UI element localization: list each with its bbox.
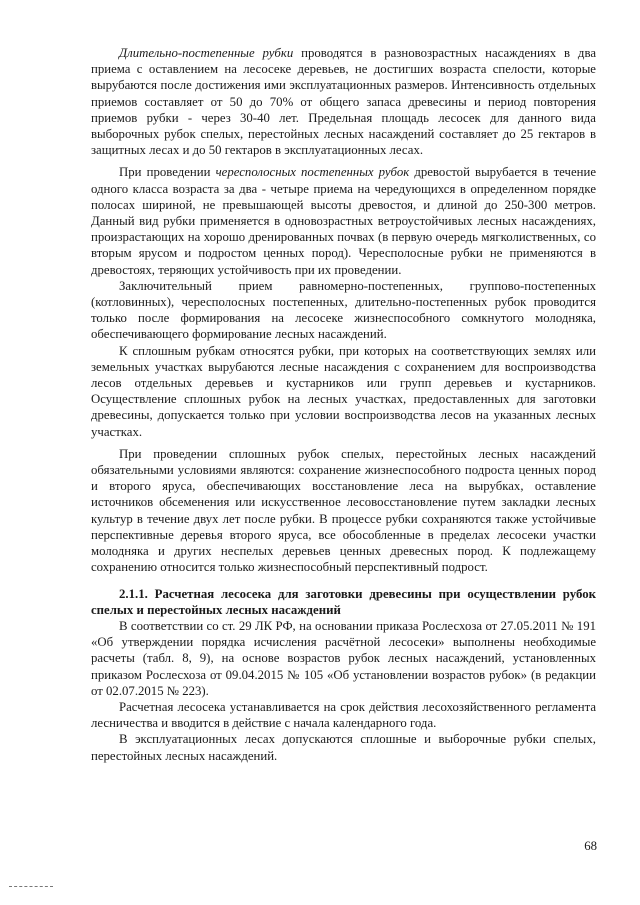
paragraph-strip-felling <box>91 164 596 277</box>
term-strip-gradual-felling: чересполосных постепенных рубок <box>215 165 410 180</box>
paragraph-clear-cutting-conditions: При проведении сплошных рубок спелых, перестойных лесных насаждений обязательными условиями являются: сохранение жизнеспособного подроста ценных пород и второго яруса, обеспечивающих восстановление леса на вырубках, оставление источников обсеменения или искусственное лесовосстановление путем закладки лесных культур в течение двух лет после рубки. В процессе рубки сохраняются также устойчивые перспективные деревья второго яруса, все обособленные в пределах лесосеки участки молодняка и других неспелых деревьев ценных древесных пород. К подлежащему сохранению относится только жизнеспособный перспективный подрост. <box>91 446 596 575</box>
paragraph-calculated-cutting-area: Расчетная лесосека устанавливается на срок действия лесохозяйственного регламента лесничества и вводится в действие с начала календарного года. <box>91 699 596 731</box>
section-heading: 2.1.1. Расчетная лесосека для заготовки древесины при осуществлении рубок спелых и перестойных лесных насаждений <box>91 586 596 617</box>
footer-rule <box>9 886 53 887</box>
paragraph-text: проводятся в разновозрастных насаждениях в два приема с оставлением на лесосеке деревьев, не достигших возраста спелости, которые вырубаются после достижения ими эксплуатационных размеров. Интенсивность отдельных приемов составляет от 50 до 70% от общего запаса древесины и период повторения приемов рубки - через 30-40 лет. Предельная площадь лесосек для данного вида выборочных рубок спелых, перестойных лесных насаждений составляет до 25 гектаров в защитных лесах и до 50 гектаров в эксплуатационных лесах. <box>91 46 596 158</box>
paragraph-long-gradual-felling <box>91 45 596 158</box>
paragraph-text: При проведении <box>119 165 216 180</box>
term-long-gradual-felling: Длительно-постепенные рубки <box>119 46 294 60</box>
page-number: 68 <box>584 839 597 853</box>
paragraph-exploitation-forests: В эксплуатационных лесах допускаются сплошные и выборочные рубки спелых, перестойных лесных насаждений. <box>91 732 596 763</box>
paragraph-text: древостой вырубается в течение одного класса возраста за два - четыре приема на чередующихся в определенном порядке полосах шириной, не превышающей высоты древостоя, и длиной до 250-300 метров. Данный вид рубки применяется в одновозрастных ветроустойчивых лесных насаждениях, произрастающих на хорошо дренированных почвах (в первую очередь мягколиственных, со вторым ярусом и подростом ценных пород). Чересполосные рубки не применяются в древостоях, теряющих устойчивость при их проведении. <box>91 165 597 277</box>
paragraph-final-stage: Заключительный прием равномерно-постепенных, группово-постепенных (котловинных), чересполосных постепенных, длительно-постепенных рубок проводится только после формирования на лесосеке жизнеспособного сомкнутого молодняка, обеспечивающего формирование лесных насаждений. <box>91 278 596 342</box>
document-body <box>91 45 596 764</box>
paragraph-clear-cutting: К сплошным рубкам относятся рубки, при которых на соответствующих землях или земельных участках вырубаются лесные насаждения с сохранением для воспроизводства лесов отдельных деревьев и кустарников или групп деревьев и кустарников. Осуществление сплошных рубок на лесных участках, предоставленных для заготовки древесины, допускается только при условии воспроизводства лесов на указанных лесных участках. <box>91 343 596 439</box>
paragraph-calculation: В соответствии со ст. 29 ЛК РФ, на основании приказа Рослесхоза от 27.05.2011 № 191 «Об утверждении порядка исчисления расчётной лесосеки» выполнены необходимые расчеты (табл. 8, 9), на основе возрастов рубок лесных насаждений, установленных приказом Рослесхоза от 09.04.2015 № 105 «Об установлении возрастов рубок» (в редакции от 02.07.2015 № 223). <box>91 618 596 698</box>
